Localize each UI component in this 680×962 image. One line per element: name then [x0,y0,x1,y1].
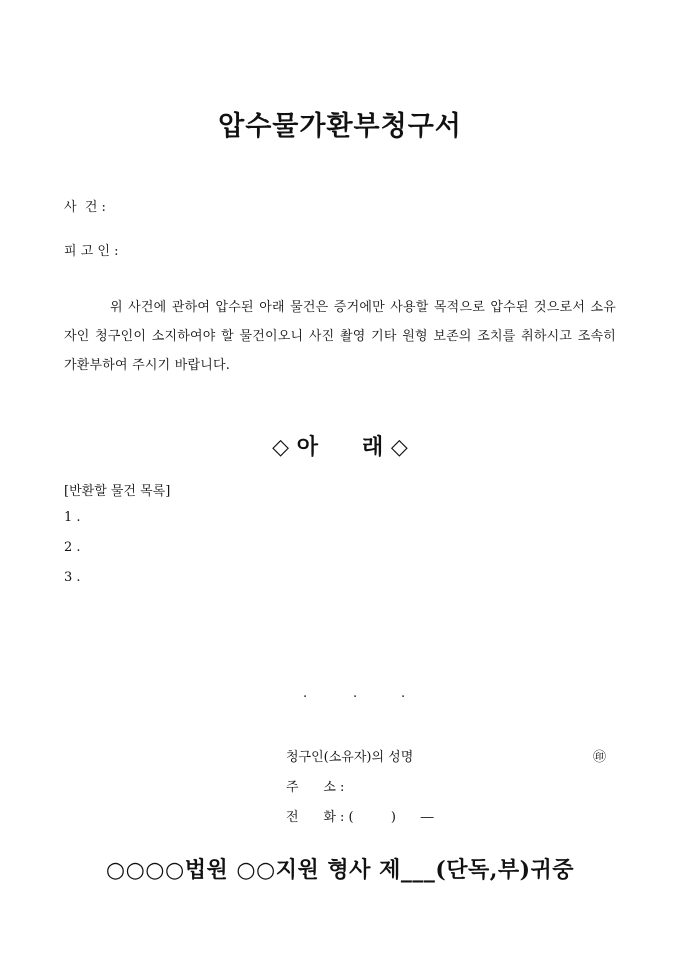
items-list-title: [반환할 물건 목록] [64,484,171,499]
court-addressee: ○○○○법원 ○○지원 형사 제___(단독,부)귀중 [105,857,575,883]
request-body [64,293,616,380]
seal-mark: ㊞ [593,750,607,765]
section-heading-right: 래 ◇ [362,434,408,460]
list-item: 3 . [64,570,81,585]
address-label: 주 소 : [286,780,345,795]
case-field [64,196,106,215]
section-heading-left: ◇ 아 [272,434,318,460]
request-body-text: 위 사건에 관하여 압수된 아래 물건은 증거에만 사용할 목적으로 압수된 것으로서 소유자인 청구인이 소지하여야 할 물건이오니 사진 촬영 기타 원형 보존의 조치를 취하시고 조속히 가환부하여 주시기 바랍니다. [64,300,616,373]
date-dot-month: . [353,686,358,701]
section-heading [0,430,680,461]
document-title: 압수물가환부청구서 [218,111,462,142]
defendant-label: 피 고 인 : [64,244,119,259]
list-item: 1 . [64,510,81,525]
list-item: 2 . [64,540,81,555]
defendant-field [64,240,118,259]
date-dot-day: . [401,686,406,701]
case-label: 사 건 : [64,200,106,215]
phone-label: 전 화 : ( ) ― [286,810,434,825]
date-dot-year: . [303,686,308,701]
claimant-name-label: 청구인(소유자)의 성명 [286,750,414,765]
